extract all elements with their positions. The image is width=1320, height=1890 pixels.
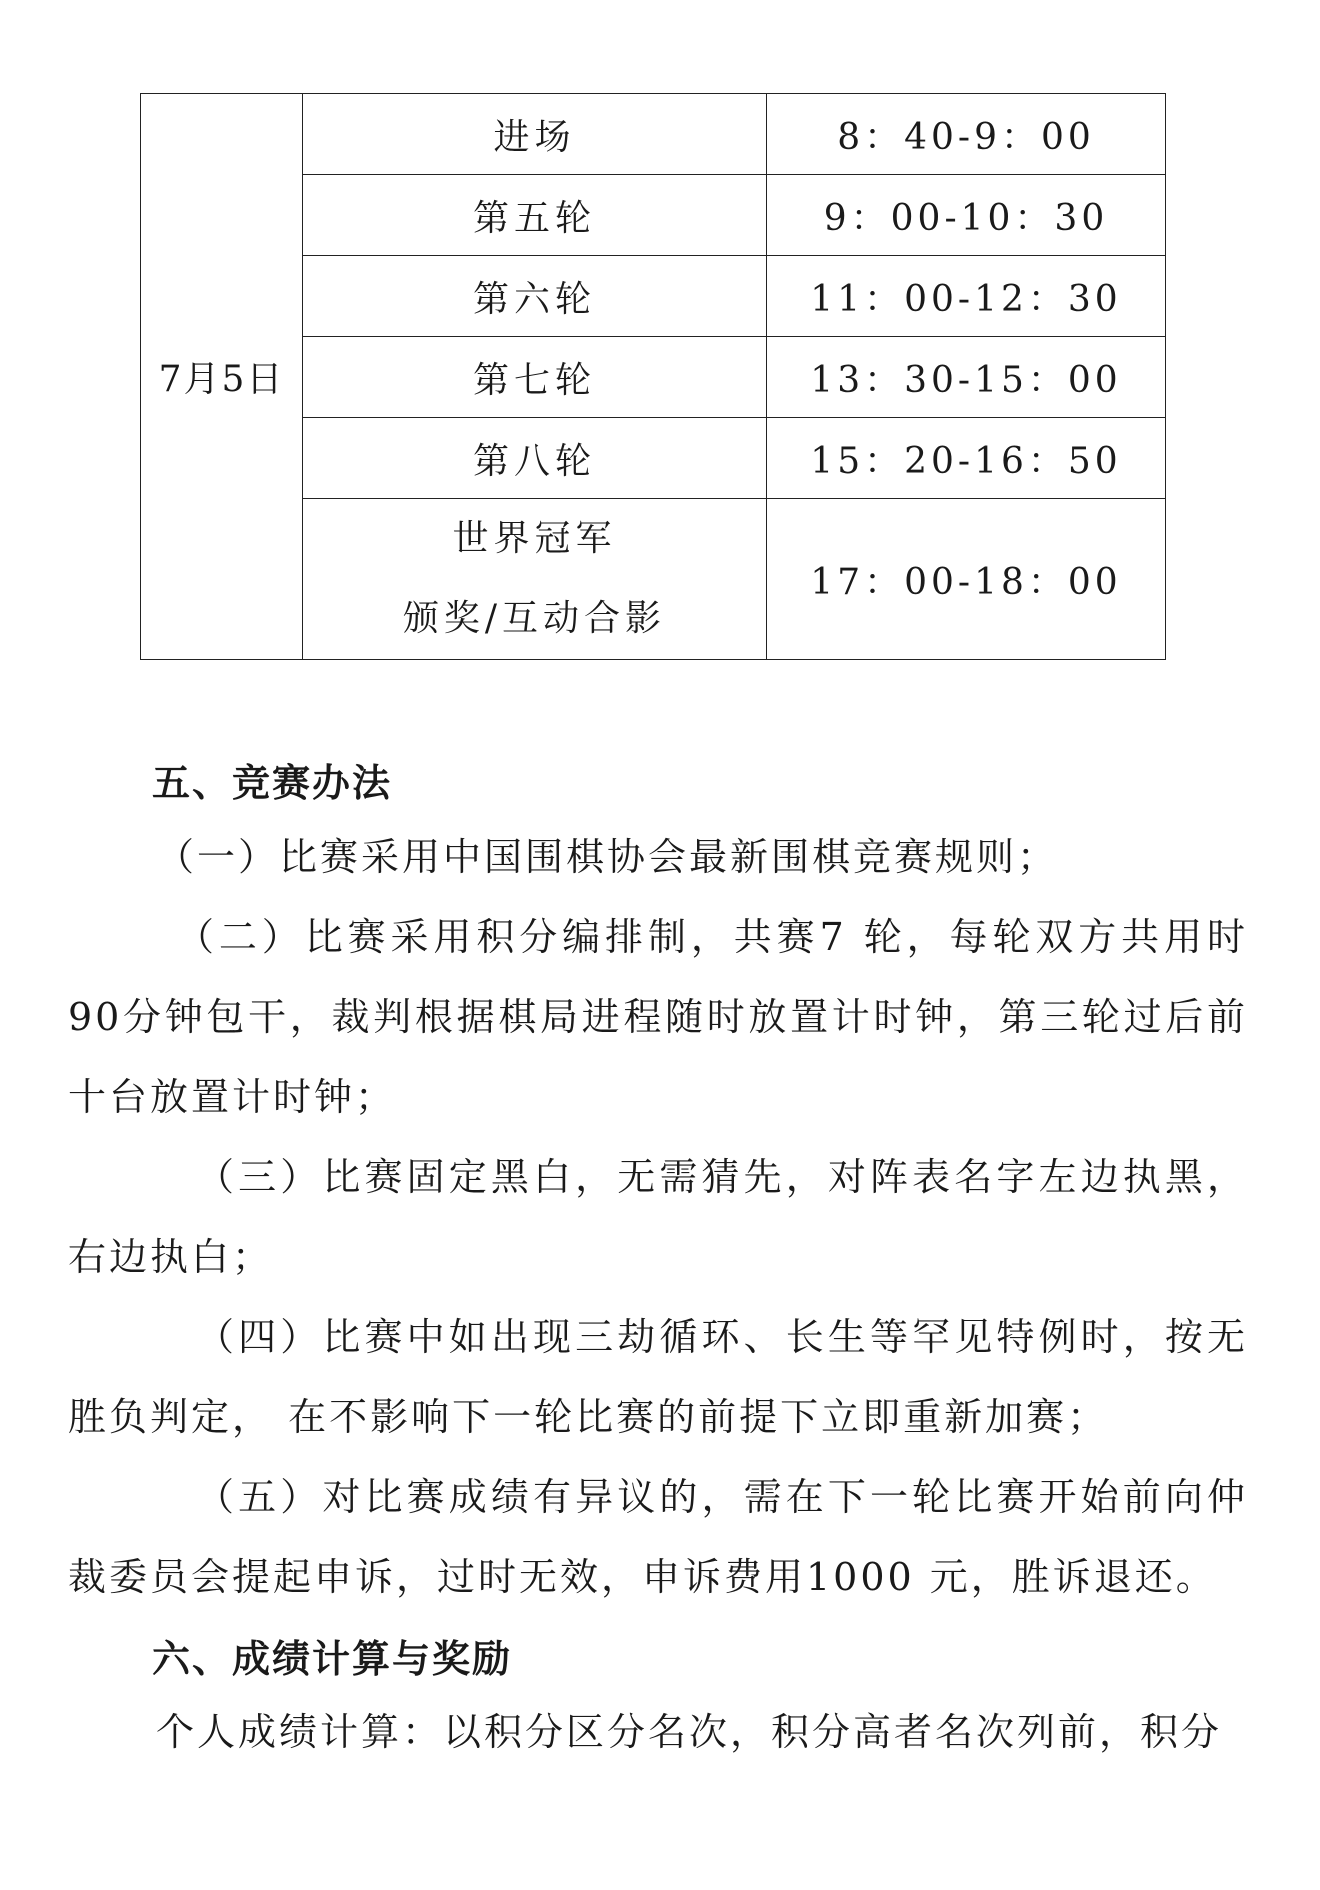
time-cell: 11：00-12：30 (767, 256, 1166, 337)
paragraph: （一）比赛采用中国围棋协会最新围棋竞赛规则； (156, 835, 1059, 879)
event-line-2: 颁奖/互动合影 (402, 598, 667, 639)
paragraph: （五）对比赛成绩有异议的，需在下一轮比赛开始前向仲裁委员会提起申诉，过时无效，申诉费用1000 元，胜诉退还。 (68, 1475, 1248, 1599)
paragraph: （三）比赛固定黑白，无需猜先，对阵表名字左边执黑，右边执白； (68, 1155, 1248, 1279)
event-cell: 第八轮 (303, 418, 767, 499)
section-heading: 五、竞赛办法 (152, 761, 393, 805)
event-cell: 第七轮 (303, 337, 767, 418)
time-cell: 17：00-18：00 (767, 499, 1166, 660)
date-cell: 7月5日 (141, 94, 303, 660)
section-heading: 六、成绩计算与奖励 (152, 1637, 513, 1681)
event-cell: 进场 (303, 94, 767, 175)
time-cell: 9：00-10：30 (767, 175, 1166, 256)
paragraph: 个人成绩计算：以积分区分名次，积分高者名次列前，积分 (156, 1710, 1223, 1754)
table-row (141, 94, 1166, 175)
paragraph: （二）比赛采用积分编排制，共赛7 轮，每轮双方共用时90分钟包干，裁判根据棋局进程随时放置计时钟，第三轮过后前十台放置计时钟； (68, 915, 1248, 1119)
event-cell: 第六轮 (303, 256, 767, 337)
schedule-table (140, 93, 1166, 660)
event-cell (303, 499, 767, 660)
event-cell: 第五轮 (303, 175, 767, 256)
time-cell: 13：30-15：00 (767, 337, 1166, 418)
event-line-1: 世界冠军 (452, 518, 617, 559)
paragraph: （四）比赛中如出现三劫循环、长生等罕见特例时，按无胜负判定， 在不影响下一轮比赛的前提下立即重新加赛； (68, 1315, 1248, 1439)
time-cell: 15：20-16：50 (767, 418, 1166, 499)
time-cell: 8：40-9：00 (767, 94, 1166, 175)
